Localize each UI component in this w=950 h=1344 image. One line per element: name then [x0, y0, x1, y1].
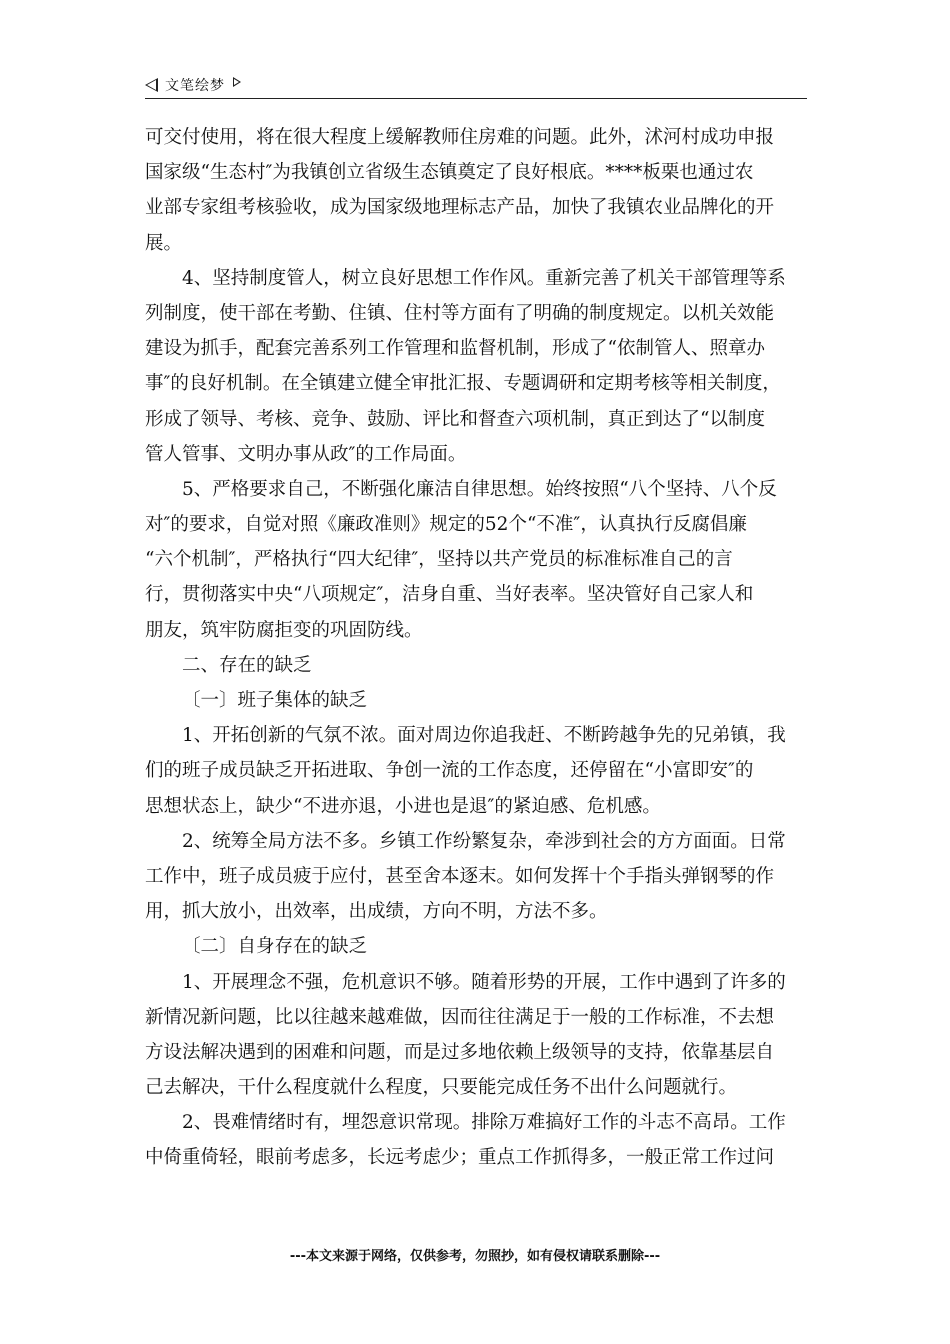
text-line: 形成了领导、考核、竞争、鼓励、评比和督查六项机制，真正到达了“以制度 — [145, 408, 765, 430]
text-line: 可交付使用，将在很大程度上缓解教师住房难的问题。此外，沭河村成功申报 — [145, 127, 775, 148]
text-line: 建设为抓手，配套完善系列工作管理和监督机制，形成了“依制管人、照章办 — [145, 338, 765, 360]
text-line: 〔二〕自身存在的缺乏 — [182, 936, 368, 958]
text-line: 们的班子成员缺乏开拓进取、争创一流的工作态度，还停留在“小富即安″的 — [145, 760, 754, 782]
text-line: 思想状态上，缺少“不进亦退，小进也是退″的紧迫感、危机感。 — [145, 795, 661, 817]
text-line: 4、坚持制度管人，树立良好思想工作作风。重新完善了机关干部管理等系 — [182, 267, 786, 289]
text-line: 业部专家组考核验收，成为国家级地理标志产品，加快了我镇农业品牌化的开 — [145, 197, 775, 219]
text-line: 〔一〕班子集体的缺乏 — [182, 690, 368, 711]
text-line: 用，抓大放小，出效率，出成绩，方向不明，方法不多。 — [145, 901, 608, 923]
document-body — [145, 120, 810, 1176]
text-line: 展。 — [145, 232, 183, 254]
text-line: 中倚重倚轻，眼前考虑多，长远考虑少；重点工作抓得多，一般正常工作过问 — [145, 1147, 775, 1169]
text-line: 5、严格要求自己，不断强化廉洁自律思想。始终按照“八个坚持、八个反 — [182, 478, 777, 500]
text-line: 对″的要求，自觉对照《廉政准则》规定的52个“不准″，认真执行反腐倡廉 — [145, 514, 747, 536]
text-line: 二、存在的缺乏 — [182, 654, 312, 676]
text-line: 朋友，筑牢防腐拒变的巩固防线。 — [145, 619, 423, 641]
text-line: 2、统筹全局方法不多。乡镇工作纷繁复杂，牵涉到社会的方方面面。日常 — [182, 830, 786, 852]
text-line: 己去解决，干什么程度就什么程度，只要能完成任务不出什么问题就行。 — [145, 1077, 738, 1099]
text-line: 方设法解决遇到的困难和问题，而是过多地依赖上级领导的支持，依靠基层自 — [145, 1041, 775, 1063]
text-line: 2、畏难情绪时有，埋怨意识常现。排除万难搞好工作的斗志不高昂。工作 — [182, 1112, 786, 1134]
text-line: 1、开拓创新的气氛不浓。面对周边你追我赶、不断跨越争先的兄弟镇，我 — [182, 725, 786, 747]
text-line: 工作中，班子成员疲于应付，甚至舍本逐末。如何发挥十个手指头弹钢琴的作 — [145, 865, 775, 887]
text-line: 事″的良好机制。在全镇建立健全审批汇报、专题调研和定期考核等相关制度， — [145, 373, 781, 395]
text-line: 1、开展理念不强，危机意识不够。随着形势的开展，工作中遇到了许多的 — [182, 971, 786, 993]
text-line: 管人管事、文明办事从政″的工作局面。 — [145, 443, 467, 465]
header-brand: 文笔绘梦 — [165, 78, 225, 94]
page-header — [145, 74, 807, 99]
right-triangle-icon — [233, 77, 241, 87]
text-line: 行，贯彻落实中央“八项规定″，洁身自重、当好表率。坚决管好自己家人和 — [145, 584, 754, 606]
text-line: “六个机制″，严格执行“四大纪律″，坚持以共产党员的标准标准自己的言 — [145, 549, 733, 571]
footer-disclaimer: ---本文来源于网络，仅供参考，勿照抄，如有侵权请联系删除--- — [289, 1249, 661, 1264]
text-line: 国家级“生态村″为我镇创立省级生态镇奠定了良好根底。****板栗也通过农 — [145, 162, 754, 184]
text-line: 列制度，使干部在考勤、住镇、住村等方面有了明确的制度规定。以机关效能 — [145, 302, 775, 324]
text-line: 新情况新问题，比以往越来越难做，因而往往满足于一般的工作标准，不去想 — [145, 1006, 775, 1028]
left-triangle-icon — [145, 78, 158, 92]
